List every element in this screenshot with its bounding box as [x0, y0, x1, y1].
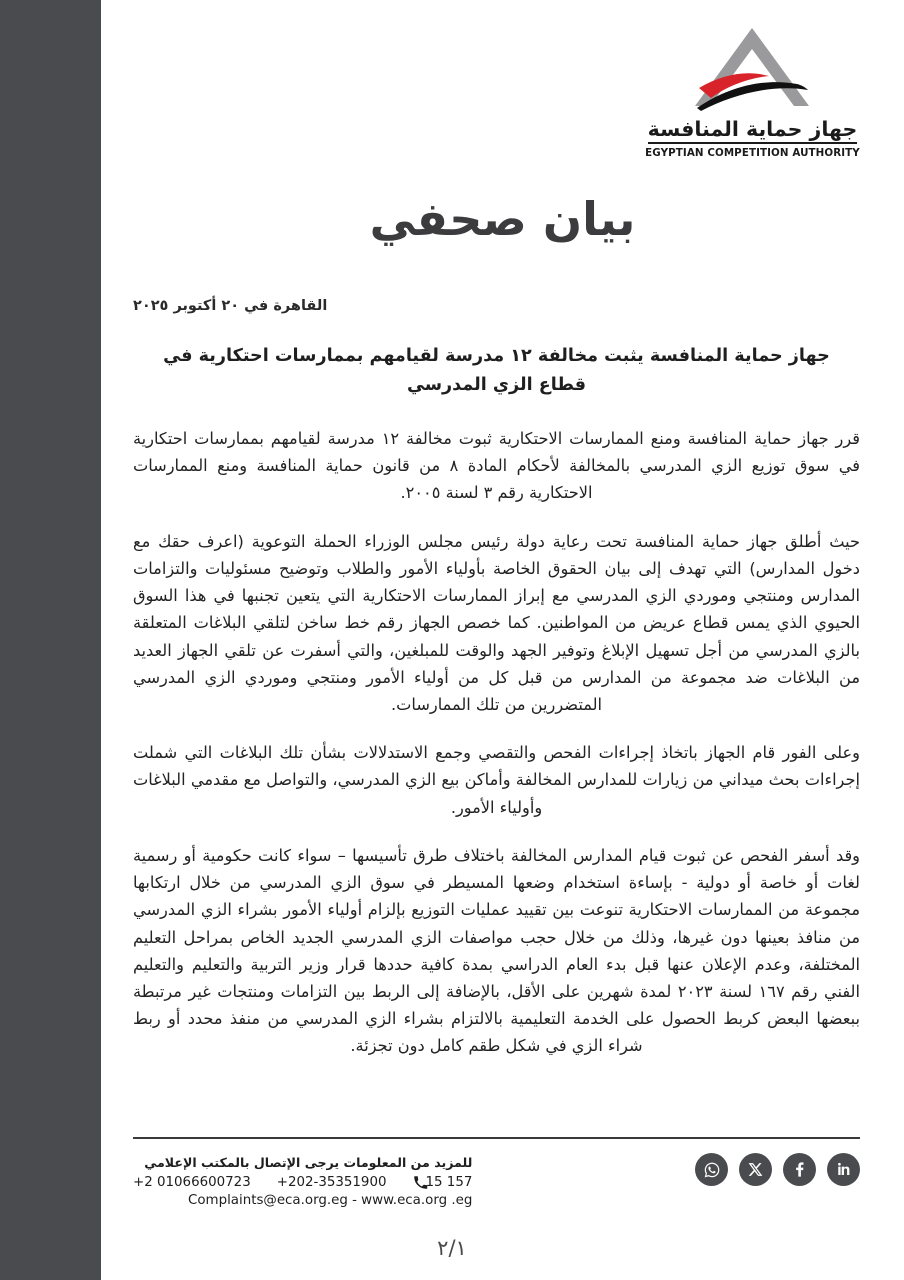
headline: جهاز حماية المنافسة يثبت مخالفة ١٢ مدرسة لقيامهم بممارسات احتكارية في قطاع الزي المدرسي — [163, 346, 830, 395]
body-paragraph: حيث أطلق جهاز حماية المنافسة تحت رعاية دولة رئيس مجلس الوزراء الحملة التوعوية (اعرف حقك مع دخول المدارس) التي تهدف إلى بيان الحقوق الخاصة بأولياء الأمور والطلاب وتوضيح مسئوليات والتزامات المدارس ومنتجي وموردي الزي المدرسي مع إبراز الممارسات الاحتكارية التي يتعين تجنبها في هذا السوق الحيوي الذي يمس قطاع عريض من المواطنين. كما خصص الجهاز رقم خط ساخن لتلقي البلاغات المتعلقة بالزي المدرسي من أجل تسهيل الإبلاغ وتوفير الجهد والوقت للمبلغين، والتي أسفرت عن تلقي الجهاز العديد من البلاغات ضد مجموعة من المدارس من قبل كل من أولياء الأمور ومنتجي وموردي الزي المدرسي المتضررين من تلك الممارسات. — [133, 531, 860, 714]
contact-phone-row — [133, 1175, 472, 1190]
social-link-whatsapp[interactable] — [695, 1153, 728, 1186]
contact-info — [133, 1153, 472, 1208]
landline-number[interactable]: +202-35351900 — [276, 1175, 387, 1190]
footer-divider — [133, 1137, 860, 1139]
logo-arabic-name: جهاز حماية المنافسة — [648, 118, 858, 144]
dateline: القاهرة في ٢٠ أكتوبر ٢٠٢٥ — [133, 298, 328, 314]
left-decorative-strip — [0, 0, 101, 1280]
body-paragraph: وعلى الفور قام الجهاز باتخاذ إجراءات الفحص والتقصي وجمع الاستدلالات بشأن تلك البلاغات التي شملت إجراءات بحث ميداني من زيارات للمدارس المخالفة وأماكن بيع الزي المدرسي، والتواصل مع مقدمي البلاغات وأولياء الأمور. — [133, 743, 860, 817]
logo-english-name: EGYPTIAN COMPETITION AUTHORITY — [645, 146, 860, 159]
email-and-website[interactable]: Complaints@eca.org.eg - www.eca.org .eg — [187, 1193, 473, 1208]
page-number: ٢/١ — [437, 1236, 467, 1260]
footer — [133, 1137, 860, 1208]
social-link-x-twitter[interactable] — [739, 1153, 772, 1186]
hotline-group[interactable] — [413, 1175, 473, 1190]
press-release-body — [133, 298, 860, 1060]
hotline-number[interactable]: 15 157 — [425, 1175, 473, 1190]
page-title: بيان صحفي — [369, 192, 636, 246]
organization-logo — [645, 22, 860, 159]
social-links — [695, 1153, 860, 1186]
x-twitter-icon — [747, 1161, 764, 1178]
social-link-linkedin[interactable] — [827, 1153, 860, 1186]
linkedin-icon — [834, 1160, 853, 1179]
facebook-icon — [790, 1160, 809, 1179]
whatsapp-icon — [702, 1160, 722, 1180]
page-content — [101, 0, 904, 1280]
eca-triangle-logo-icon — [685, 22, 820, 114]
mobile-number[interactable]: +2 01066600723 — [133, 1175, 251, 1190]
body-paragraph: وقد أسفر الفحص عن ثبوت قيام المدارس المخالفة باختلاف طرق تأسيسها – سواء كانت حكومية أو رسمية لغات أو خاصة أو دولية - بإساءة استخدام وضعها المسيطر في سوق الزي المدرسي من خلال ارتكابها مجموعة من الممارسات الاحتكارية تنوعت بين تقييد عمليات التوزيع بإلزام أولياء الأمور بشراء الزي المدرسي من منافذ بعينها دون غيرها، وذلك من خلال حجب مواصفات الزي المدرسي الجديد الخاص بمراحل التعليم المختلفة، وعدم الإعلان عنها قبل بدء العام الدراسي بمدة كافية حددها قرار وزير التربية والتعليم والتعليم الفني رقم ١٦٧ لسنة ٢٠٢٣ لمدة شهرين على الأقل، بالإضافة إلى الربط بين التزامات ومنتجات غير مرتبطة ببعضها البعض كربط الحصول على الخدمة التعليمية بالالتزام بشراء الزي المدرسي من منفذ محدد أو ربط شراء الزي في شكل طقم كامل دون تجزئة. — [133, 845, 860, 1056]
body-paragraph: قرر جهاز حماية المنافسة ومنع الممارسات الاحتكارية ثبوت مخالفة ١٢ مدرسة لقيامهم بممارسات احتكارية في سوق توزيع الزي المدرسي بالمخالفة لأحكام المادة ٨ من قانون حماية المنافسة ومنع الممارسات الاحتكارية رقم ٣ لسنة ٢٠٠٥. — [133, 429, 861, 503]
social-link-facebook[interactable] — [783, 1153, 816, 1186]
contact-heading: للمزيد من المعلومات يرجى الإتصال بالمكتب الإعلامي — [144, 1155, 473, 1170]
